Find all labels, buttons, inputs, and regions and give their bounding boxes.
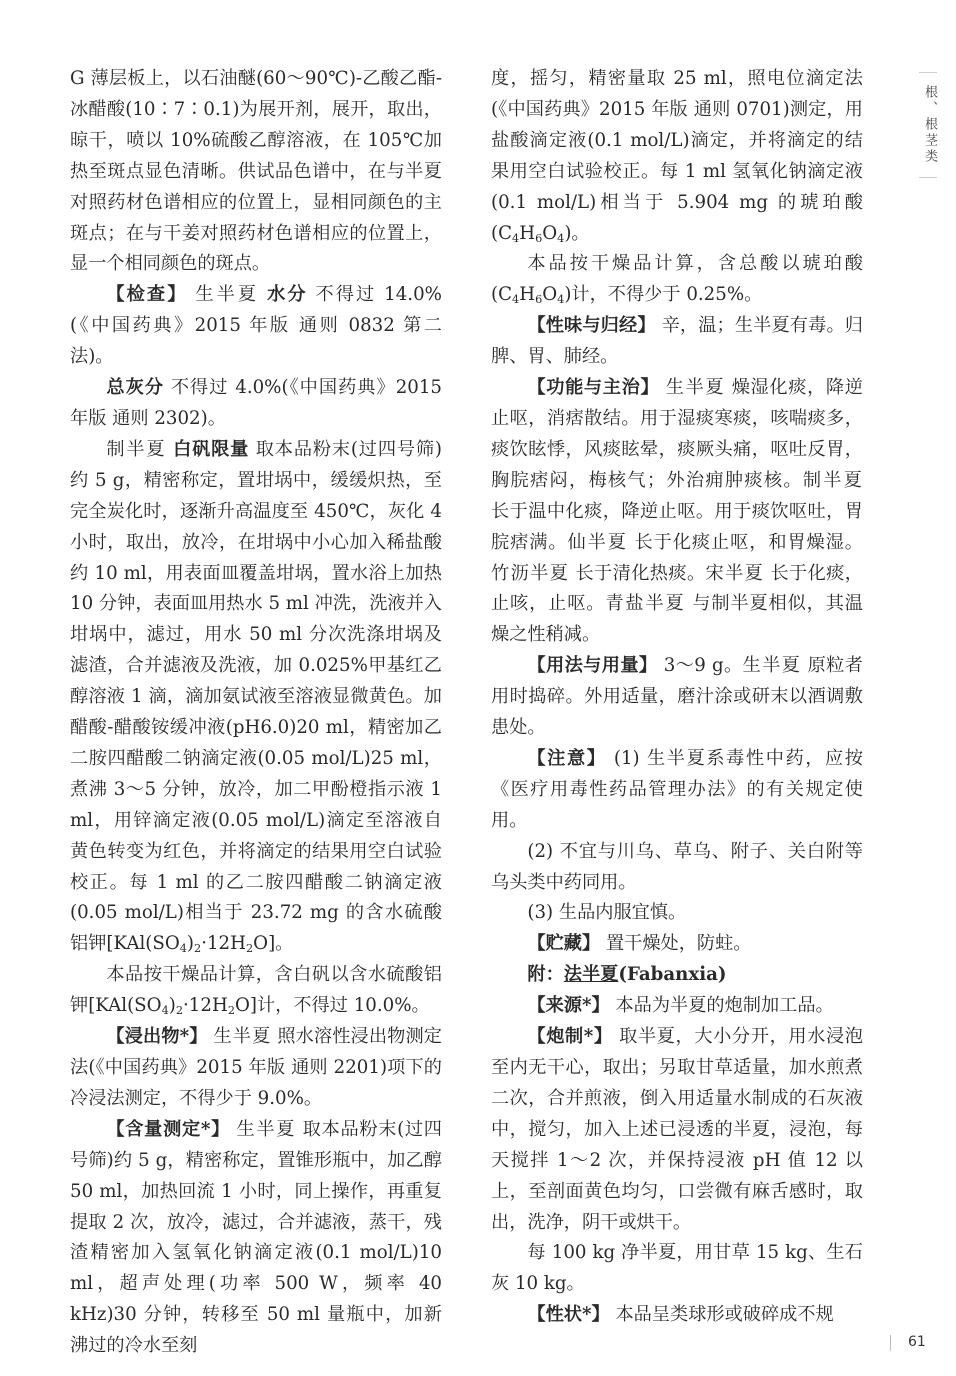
- storage-text: 置干燥处，防蛀。: [605, 933, 752, 955]
- func-text-song: 长于化痰，止咳，止呕。: [491, 562, 863, 615]
- precaution-2: (2) 不宜与川乌、草乌、附子、关白附等乌头类中药同用。: [491, 840, 863, 893]
- assay-text: 取本品粉末(过四号筛)约 5 g，精密称定，置锥形瓶中，加乙醇 50 ml，加热回流 1 小时，同上操作，再重复提取 2 次，放冷，滤过，合并滤液，蒸干，残渣精密加入氢氧化钠滴定液(0.1 mol/L)10 ml，超声处理(功率 500 W，频率 40 kHz)30 分钟，转移至 50 ml 量瓶中，加新沸过的冷水至刻: [70, 1118, 442, 1357]
- side-tab-line-bottom: [919, 177, 937, 178]
- extractives: [70, 1022, 442, 1115]
- ash-text: 不得过 4.0%(《中国药典》2015 年版 通则 2302)。: [70, 377, 442, 429]
- source-text: 本品为半夏的炮制加工品。: [615, 995, 834, 1017]
- assay-cont-text: 度，摇匀，精密量取 25 ml，照电位滴定法(《中国药典》2015 年版 通则 0701)测定，用盐酸滴定液(0.1 mol/L)滴定，并将滴定的结果用空白试验校正。每 1 ml 氢氧化钠滴定液(0.1 mol/L)相当于 5.904 mg 的琥珀酸(C: [491, 68, 863, 244]
- page-number-divider: [890, 1335, 891, 1351]
- func-text-zhuli: 长于清化热痰。: [575, 562, 706, 584]
- sub-label-raw-3: 生半夏: [236, 1118, 297, 1140]
- total-acid-text: 本品按干燥品计算，含总酸以琥珀酸(C: [491, 253, 863, 306]
- func-sub-qingyan: 青盐半夏: [605, 593, 686, 615]
- formula-o-2: O: [542, 284, 558, 306]
- func-sub-song: 宋半夏: [705, 562, 765, 584]
- section-head-assay: 【含量测定*】: [106, 1118, 230, 1140]
- alum-content-tail: ·12H: [183, 995, 228, 1017]
- assay: [70, 1115, 442, 1362]
- moisture-text: 不得过 14.0%(《中国药典》2015 年版 通则 0832 第二法)。: [70, 284, 442, 368]
- section-head-usage: 【用法与用量】: [527, 655, 658, 677]
- appendix-pinyin: (Fabanxia): [618, 964, 727, 986]
- alum-content-end: O]计，不得过 10.0%。: [234, 995, 430, 1017]
- precaution-3: (3) 生品内服宜慎。: [527, 902, 687, 924]
- precaution-text-1: (1) 生半夏系毒性中药，应按《医疗用毒性药品管理办法》的有关规定使用。: [491, 747, 863, 831]
- nature-text: 辛，温；生半夏有毒。归脾、胃、肺经。: [491, 315, 863, 368]
- term-moisture: 水分: [267, 284, 308, 306]
- section-head-inspection: 【检查】: [106, 284, 188, 306]
- page-number: 61: [908, 1334, 926, 1350]
- func-sub-processed: 制半夏: [802, 469, 863, 491]
- usage-text: 原粒者用时捣碎。外用适量，磨汁涂或研末以酒调敷患处。: [491, 655, 863, 739]
- ratio: 每 100 kg 净半夏，用甘草 15 kg、生石灰 10 kg。: [491, 1242, 863, 1295]
- func-text-qingyan: 与制半夏相似，其温燥之性稍减。: [491, 593, 863, 646]
- appendix-name: 法半夏: [563, 964, 619, 986]
- section-head-nature: 【性味与归经】: [527, 315, 656, 337]
- alum-content-text: 本品按干燥品计算，含白矾以含水硫酸铝钾[KAl(SO: [70, 964, 442, 1017]
- section-head-functions: 【功能与主治】: [527, 377, 660, 399]
- func-sub-raw: 生半夏: [665, 377, 726, 399]
- appendix-title: [491, 960, 863, 991]
- side-tab-line-top: [919, 72, 937, 73]
- source: [491, 991, 863, 1022]
- nature-meridian: [491, 311, 863, 373]
- func-sub-xian: 仙半夏: [567, 531, 628, 553]
- section-head-storage: 【贮藏】: [527, 933, 601, 955]
- section-head-extractives: 【浸出物*】: [106, 1026, 208, 1048]
- inspection-ash: [70, 373, 442, 435]
- section-head-characters: 【性状*】: [527, 1304, 610, 1326]
- formula-o: O: [542, 222, 558, 244]
- func-text-processed: 长于温中化痰，降逆止呕。用于痰饮呕吐，胃脘痞满。: [491, 500, 863, 553]
- sub-label-raw: 生半夏: [195, 284, 260, 306]
- left-column: [70, 64, 442, 1362]
- formula-h: H: [519, 222, 536, 244]
- processing: [491, 1022, 863, 1238]
- total-acid: 本品按干燥品计算，含总酸以琥珀酸$(C_4H_6O_4)$计，不得少于 0.25%。: [491, 253, 863, 307]
- formula-end: )。: [564, 222, 590, 244]
- func-text-raw: 燥湿化痰，降逆止呕，消痞散结。用于湿痰寒痰，咳喘痰多，痰饮眩悸，风痰眩晕，痰厥头痛，呕吐反胃，胸脘痞闷，梅核气；外治痈肿痰核。: [491, 377, 863, 491]
- right-column: [491, 64, 863, 1331]
- inspection-moisture: [70, 280, 442, 373]
- functions: [491, 373, 863, 651]
- term-alum-limit: 白矾限量: [173, 438, 250, 460]
- side-tab-label: 根、根茎类: [922, 85, 937, 165]
- section-head-precaution: 【注意】: [527, 747, 607, 769]
- alum-content: 本品按干燥品计算，含白矾以含水硫酸铝钾$[KAl(SO_4)_2\cdot 12H_2O]$计，不得过 10.0%。: [70, 964, 442, 1017]
- assay-continued: 度，摇匀，精密量取 25 ml，照电位滴定法(《中国药典》2015 年版 通则 0701)测定，用盐酸滴定液(0.1 mol/L)滴定，并将滴定的结果用空白试验校正。每 1 ml 氢氧化钠滴定液(0.1 mol/L)相当于 5.904 mg 的琥珀酸$(C_4H_6O_4)$。: [491, 68, 863, 245]
- characters-text: 本品呈类球形或破碎成不规: [615, 1304, 834, 1326]
- appendix-prefix: 附：: [527, 964, 564, 986]
- extractives-text: 照水溶性浸出物测定法(《中国药典》2015 年版 通则 2201)项下的冷浸法测定，不得少于 9.0%。: [70, 1026, 442, 1109]
- sub-label-processed: 制半夏: [106, 438, 167, 460]
- storage: [491, 929, 863, 960]
- characters: [491, 1300, 863, 1331]
- chapter-side-tab: [918, 72, 938, 178]
- alum-formula-end: O]。: [253, 933, 294, 955]
- precaution-1: [491, 744, 863, 837]
- usage-sub-raw: 生半夏: [742, 655, 802, 677]
- usage-dose: 3～9 g。: [663, 655, 743, 677]
- func-sub-zhuli: 竹沥半夏: [491, 562, 570, 584]
- processing-text: 取半夏，大小分开，用水浸泡至内无干心，取出；另取甘草适量，加水煎煮二次，合并煎液，倒入用适量水制成的石灰液中，搅匀，加入上述已浸透的半夏，浸泡，每天搅拌 1～2 次，并保持浸液 pH 值 12 以上，至剖面黄色均匀，口尝微有麻舌感时，取出，洗净，阴干或烘干。: [491, 1026, 863, 1233]
- formula-h-2: H: [519, 284, 536, 306]
- alum-formula-tail: ·12H: [201, 933, 246, 955]
- tlc-paragraph: G 薄层板上，以石油醚(60～90℃)-乙酸乙酯-冰醋酸(10∶7∶0.1)为展开剂，展开，取出，晾干，喷以 10%硫酸乙醇溶液，在 105℃加热至斑点显色清晰。供试品色谱中，在与半夏对照药材色谱相应的位置上，显相同颜色的主斑点；在与干姜对照药材色谱相应的位置上，显一个相同颜色的斑点。: [70, 68, 442, 275]
- section-head-processing: 【炮制*】: [527, 1026, 613, 1048]
- alum-limit: 制半夏 白矾限量 取本品粉末(过四号筛)约 5 g，精密称定，置坩埚中，缓缓炽热，至完全炭化时，逐渐升高温度至 450℃，灰化 4 小时，取出，放冷，在坩埚中小心加入稀盐酸约 10 ml，用表面皿覆盖坩埚，置水浴上加热 10 分钟，表面皿用热水 5 ml 冲洗，洗液并入坩埚中，滤过，用水 50 ml 分次洗涤坩埚及滤渣，合并滤液及洗液，加 0.025%甲基红乙醇溶液 1 滴，滴加氨试液至溶液显微黄色。加醋酸-醋酸铵缓冲液(pH6.0)20 ml，精密加乙二胺四醋酸二钠滴定液(0.05 mol/L)25 ml，煮沸 3～5 分钟，放冷，加二甲酚橙指示液 1 ml，用锌滴定液(0.05 mol/L)滴定至溶液自黄色转变为红色，并将滴定的结果用空白试验校正。每 1 ml 的乙二胺四醋酸二钠滴定液(0.05 mol/L)相当于 23.72 mg 的含水硫酸铝钾$[KAl(SO_4)_2\cdot 12H_2O]$。: [70, 438, 442, 956]
- usage-dosage: [491, 651, 863, 744]
- func-text-xian: 长于化痰止呕，和胃燥湿。: [634, 531, 863, 553]
- total-acid-end: )计，不得少于 0.25%。: [564, 284, 763, 306]
- sub-label-raw-2: 生半夏: [213, 1026, 272, 1048]
- alum-limit-text: 取本品粉末(过四号筛)约 5 g，精密称定，置坩埚中，缓缓炽热，至完全炭化时，逐渐升高温度至 450℃，灰化 4 小时，取出，放冷，在坩埚中小心加入稀盐酸约 10 ml，用表面皿覆盖坩埚，置水浴上加热 10 分钟，表面皿用热水 5 ml 冲洗，洗液并入坩埚中，滤过，用水 50 ml 分次洗涤坩埚及滤渣，合并滤液及洗液，加 0.025%甲基红乙醇溶液 1 滴，滴加氨试液至溶液显微黄色。加醋酸-醋酸铵缓冲液(pH6.0)20 ml，精密加乙二胺四醋酸二钠滴定液(0.05 mol/L)25 ml，煮沸 3～5 分钟，放冷，加二甲酚橙指示液 1 ml，用锌滴定液(0.05 mol/L)滴定至溶液自黄色转变为红色，并将滴定的结果用空白试验校正。每 1 ml 的乙二胺四醋酸二钠滴定液(0.05 mol/L)相当于 23.72 mg 的含水硫酸铝钾[KAl(SO: [70, 438, 442, 955]
- section-head-source: 【来源*】: [527, 995, 610, 1017]
- term-total-ash: 总灰分: [106, 377, 165, 399]
